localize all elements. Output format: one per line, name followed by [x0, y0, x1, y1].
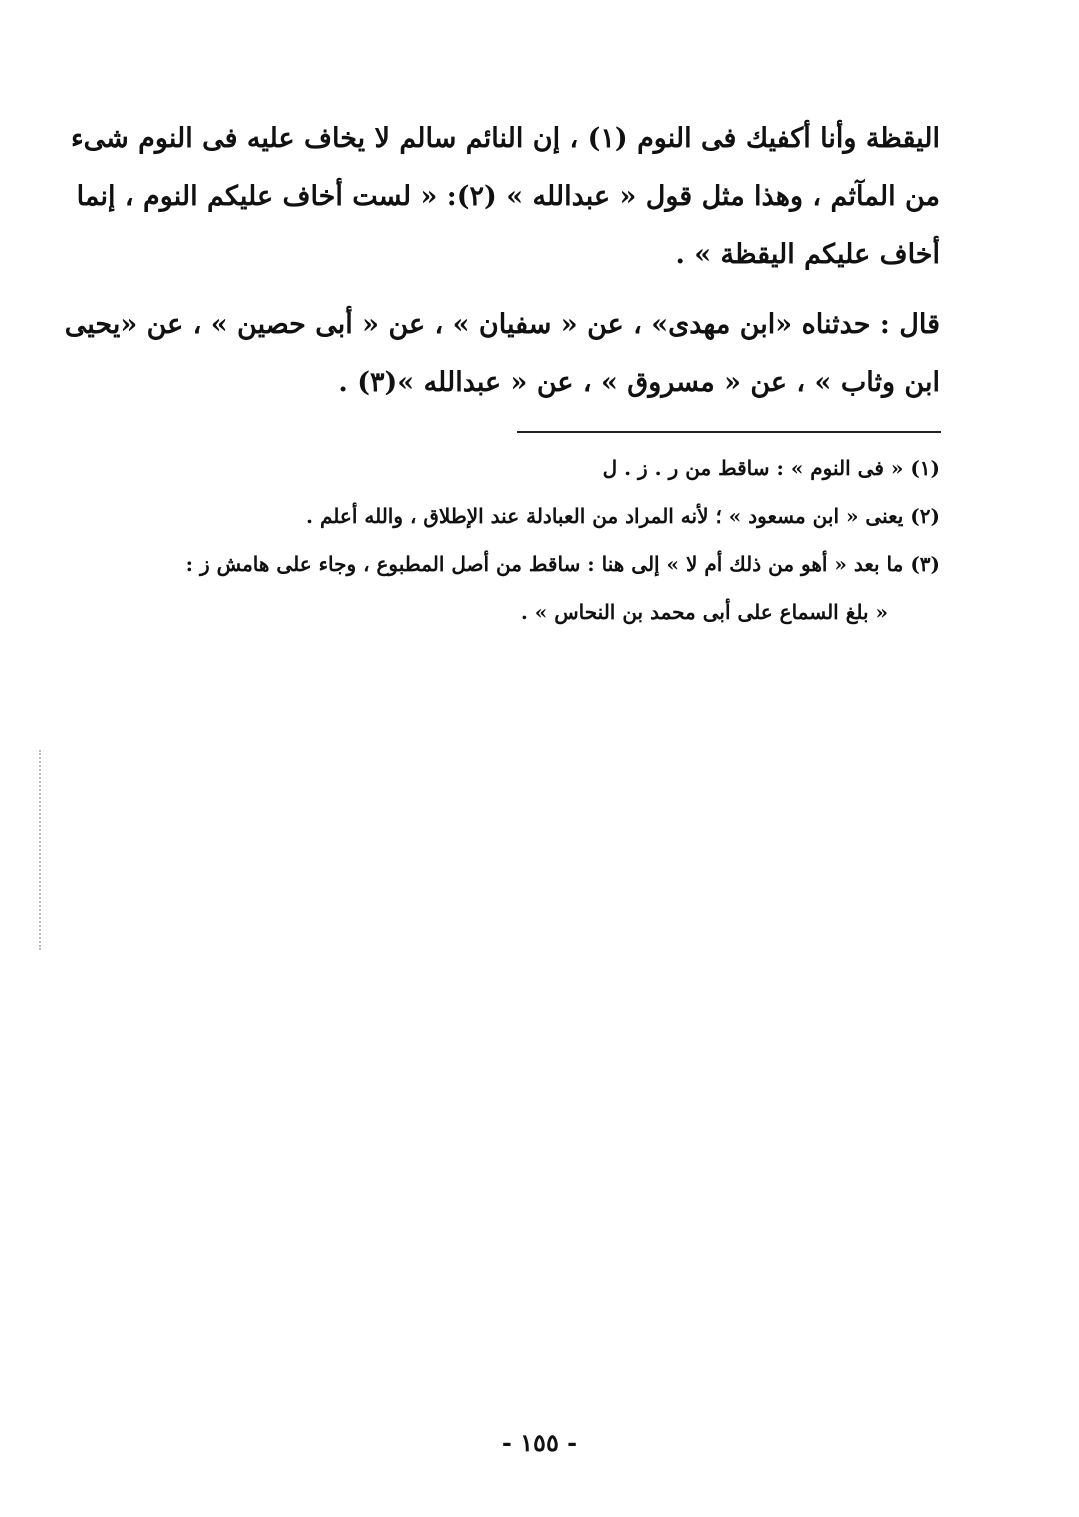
main-text-line-1: اليقظة وأنا أكفيك فى النوم (١) ، إن النائم سالم لا يخاف عليه فى النوم شىء	[70, 123, 940, 154]
main-text-line-3: أخاف عليكم اليقظة » .	[675, 239, 940, 270]
main-text-line-2: من المآثم ، وهذا مثل قول « عبدالله » (٢): « لست أخاف عليكم النوم ، إنما	[76, 181, 940, 212]
paragraph2-line-1: قال : حدثناه «ابن مهدى» ، عن « سفيان » ، عن « أبى حصين » ، عن «يحيى	[64, 309, 940, 340]
main-text	[64, 110, 940, 412]
footnotes	[140, 444, 940, 636]
paragraph2-line-2: ابن وثاب » ، عن « مسروق » ، عن « عبدالله »(٣) .	[338, 367, 940, 398]
footnote-3-continuation: « بلغ السماع على أبى محمد بن النحاس » .	[520, 600, 888, 624]
footnote-1: (١) « فى النوم » : ساقط من ر . ز . ل	[602, 456, 940, 480]
footnote-separator	[517, 431, 941, 433]
page-number: - ١٥٥ -	[501, 1428, 578, 1457]
scan-artifact	[39, 750, 43, 950]
paragraph-gap	[140, 284, 940, 296]
footnote-2: (٢) يعنى « ابن مسعود » ؛ لأنه المراد من العبادلة عند الإطلاق ، والله أعلم .	[306, 504, 940, 528]
footnote-3: (٣) ما بعد « أهو من ذلك أم لا » إلى هنا : ساقط من أصل المطبوع ، وجاء على هامش ز :	[185, 552, 940, 576]
